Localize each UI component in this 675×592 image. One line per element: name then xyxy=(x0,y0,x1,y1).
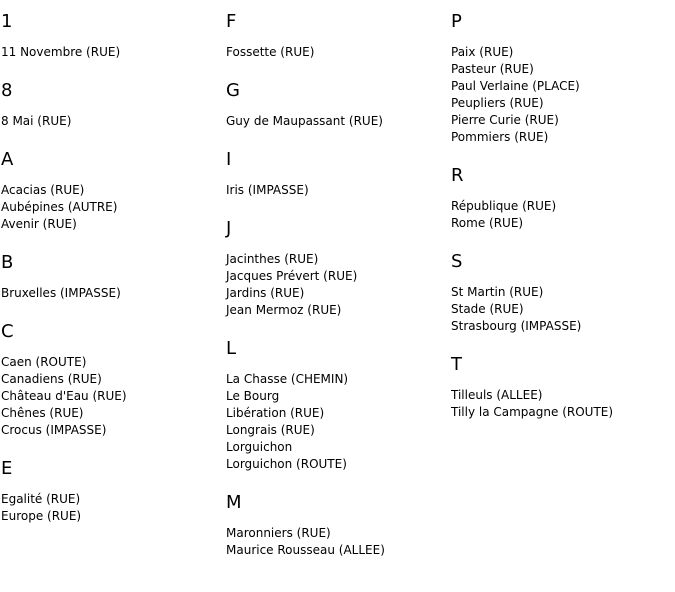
letter-group xyxy=(226,217,446,319)
group-letter-heading: I xyxy=(226,149,232,170)
group-letter-heading: G xyxy=(226,80,240,101)
letter-group xyxy=(451,164,671,232)
letter-group xyxy=(226,491,446,559)
letter-group xyxy=(1,79,221,130)
street-name: Jardins (RUE) xyxy=(226,286,305,300)
street-name: Libération (RUE) xyxy=(226,406,325,420)
street-name: Stade (RUE) xyxy=(451,302,524,316)
street-name: Lorguichon (ROUTE) xyxy=(226,457,347,471)
letter-group xyxy=(1,251,221,302)
street-name: Acacias (RUE) xyxy=(1,183,85,197)
street-name: Pierre Curie (RUE) xyxy=(451,113,559,127)
street-name: Maronniers (RUE) xyxy=(226,526,331,540)
street-name: La Chasse (CHEMIN) xyxy=(226,372,349,386)
street-name: Bruxelles (IMPASSE) xyxy=(1,286,121,300)
group-letter-heading: B xyxy=(1,252,14,273)
street-name: Canadiens (RUE) xyxy=(1,372,102,386)
street-name: Pommiers (RUE) xyxy=(451,130,549,144)
street-name: Guy de Maupassant (RUE) xyxy=(226,114,383,128)
letter-group xyxy=(226,337,446,473)
group-letter-heading: M xyxy=(226,492,242,513)
letter-group xyxy=(226,148,446,199)
street-name: Aubépines (AUTRE) xyxy=(1,200,118,214)
group-letter-heading: 8 xyxy=(1,80,13,101)
letter-group xyxy=(1,320,221,439)
street-name: Paix (RUE) xyxy=(451,45,514,59)
street-name: Le Bourg xyxy=(226,389,280,403)
street-name: Jean Mermoz (RUE) xyxy=(226,303,342,317)
letter-group xyxy=(1,457,221,525)
street-name: Peupliers (RUE) xyxy=(451,96,544,110)
group-letter-heading: E xyxy=(1,458,13,479)
street-name: Europe (RUE) xyxy=(1,509,82,523)
letter-group xyxy=(451,353,671,421)
street-name: République (RUE) xyxy=(451,199,557,213)
street-index-column-2 xyxy=(226,10,446,577)
street-index-column-3 xyxy=(451,10,671,439)
street-name: Paul Verlaine (PLACE) xyxy=(451,79,580,93)
street-name: Iris (IMPASSE) xyxy=(226,183,309,197)
group-letter-heading: F xyxy=(226,11,237,32)
group-letter-heading: R xyxy=(451,165,464,186)
group-letter-heading: J xyxy=(226,218,232,239)
group-letter-heading: A xyxy=(1,149,14,170)
group-letter-heading: L xyxy=(226,338,237,359)
letter-group xyxy=(1,148,221,233)
street-name: Avenir (RUE) xyxy=(1,217,77,231)
street-name: 11 Novembre (RUE) xyxy=(1,45,121,59)
street-name: Longrais (RUE) xyxy=(226,423,315,437)
street-name: Egalité (RUE) xyxy=(1,492,81,506)
group-letter-heading: T xyxy=(451,354,462,375)
street-name: Tilly la Campagne (ROUTE) xyxy=(451,405,614,419)
street-name: Chênes (RUE) xyxy=(1,406,84,420)
street-name: Fossette (RUE) xyxy=(226,45,315,59)
street-name: Crocus (IMPASSE) xyxy=(1,423,107,437)
letter-group xyxy=(1,10,221,61)
street-name: Château d'Eau (RUE) xyxy=(1,389,127,403)
street-name: Rome (RUE) xyxy=(451,216,524,230)
street-name: Caen (ROUTE) xyxy=(1,355,87,369)
street-name: Lorguichon xyxy=(226,440,293,454)
street-index-column-1 xyxy=(1,10,221,543)
letter-group xyxy=(226,79,446,130)
group-letter-heading: P xyxy=(451,11,462,32)
group-letter-heading: C xyxy=(1,321,14,342)
group-letter-heading: 1 xyxy=(1,11,13,32)
letter-group xyxy=(451,250,671,335)
street-name: Strasbourg (IMPASSE) xyxy=(451,319,582,333)
street-name: Jacinthes (RUE) xyxy=(226,252,319,266)
street-name: Maurice Rousseau (ALLEE) xyxy=(226,543,385,557)
street-name: 8 Mai (RUE) xyxy=(1,114,72,128)
street-name: Pasteur (RUE) xyxy=(451,62,534,76)
street-name: Jacques Prévert (RUE) xyxy=(226,269,358,283)
letter-group xyxy=(451,10,671,146)
group-letter-heading: S xyxy=(451,251,463,272)
letter-group xyxy=(226,10,446,61)
street-name: Tilleuls (ALLEE) xyxy=(451,388,543,402)
street-name: St Martin (RUE) xyxy=(451,285,544,299)
